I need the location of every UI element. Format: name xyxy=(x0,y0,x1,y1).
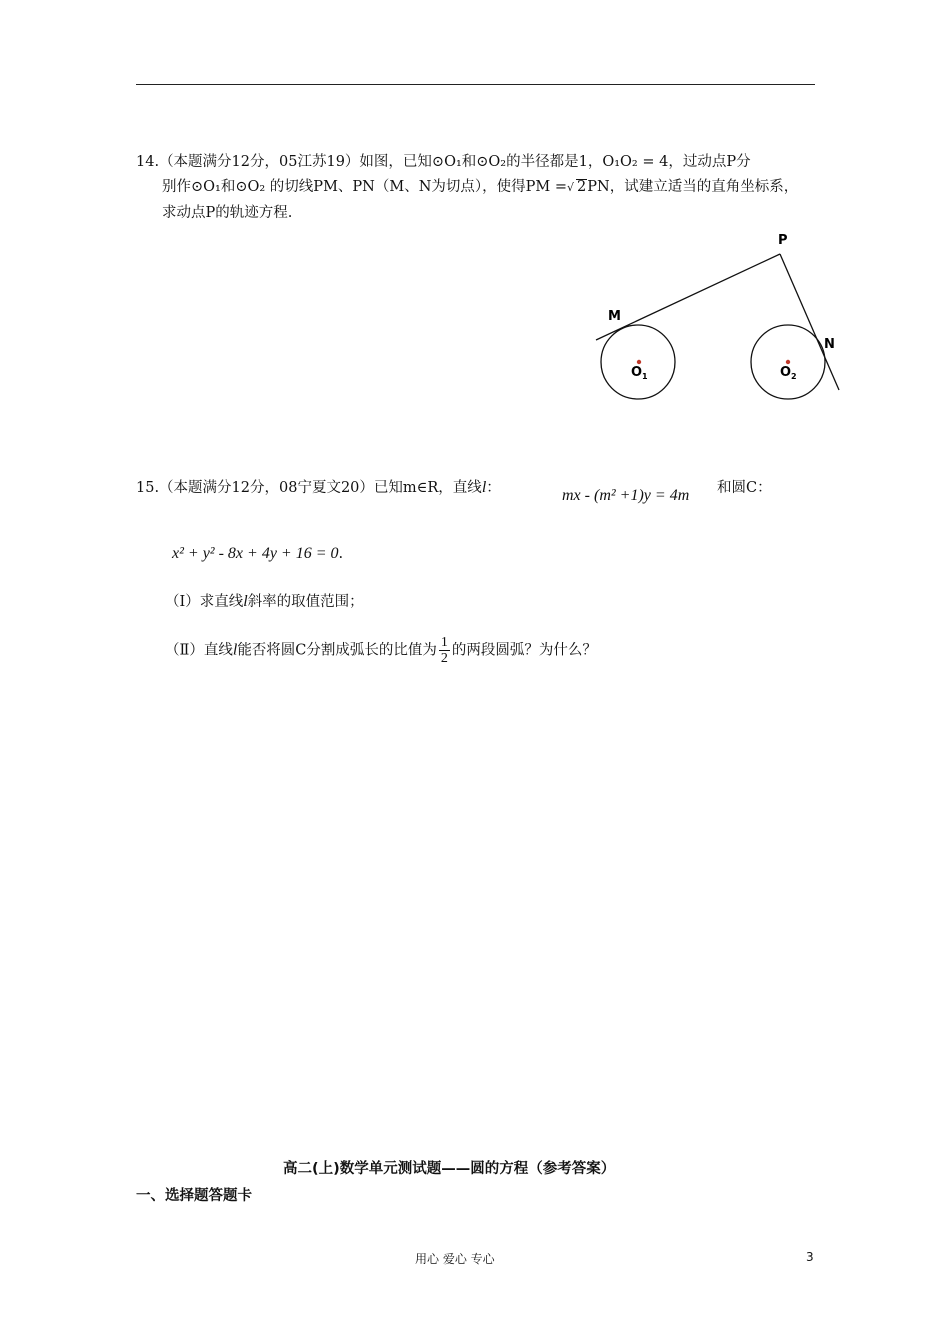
part2-text-b: 能否将圆C分割成弧长的比值为 xyxy=(237,642,437,659)
problem14-text2a: 别作⊙O₁和⊙O₂ 的切线PM、PN（M、N为切点），使得PM = xyxy=(162,179,568,195)
label-m: M xyxy=(608,309,621,324)
fraction-one-half: $\frac{1}{2}$ xyxy=(440,635,448,666)
center-point-o1 xyxy=(637,360,641,364)
footer-motto: 用心 爱心 专心 xyxy=(415,1252,495,1266)
part2: （Ⅱ）直线l能否将圆C分割成弧长的比值为 $\frac{1}{2}$ 的两段圆弧？为什么？ xyxy=(165,635,597,666)
problem14-number: 14. xyxy=(136,154,160,170)
label-p: P xyxy=(778,233,788,248)
problem14-line1 xyxy=(136,152,751,172)
sqrt-value: 2 xyxy=(577,179,587,195)
problem14-line3: 求动点P的轨迹方程. xyxy=(162,205,293,221)
answers-title: 高二(上)数学单元测试题——圆的方程（参考答案） xyxy=(283,1161,616,1177)
label-o2: O xyxy=(780,365,792,380)
colon: ： xyxy=(486,480,501,496)
label-o2-sub: 2 xyxy=(791,372,797,381)
problem14-text2b: PN，试建立适当的直角坐标系， xyxy=(587,179,799,195)
part1-text-b: 斜率的取值范围； xyxy=(247,594,364,610)
page-number: 3 xyxy=(806,1250,814,1264)
tangent-line-pm xyxy=(596,254,780,340)
label-o1-sub: 1 xyxy=(642,372,648,381)
center-point-o2 xyxy=(786,360,790,364)
problem15-text1: 15.（本题满分12分，08宁夏文20）已知m∈R，直线 xyxy=(136,480,482,496)
problem14-line2: 别作⊙O₁和⊙O₂ 的切线PM、PN（M、N为切点），使得PM =√ 2PN，试建立适当的直角坐标系， xyxy=(162,179,799,195)
part1-text-a: （Ⅰ）求直线 xyxy=(165,594,244,610)
equation-circle-text: x² + y² - 8x + 4y + 16 = 0 xyxy=(172,545,339,562)
and-circle-text: 和圆C： xyxy=(717,480,772,496)
problem15-line1 xyxy=(136,478,501,498)
problem14-text1: （本题满分12分，05江苏19）如图，已知⊙O₁和⊙O₂的半径都是1，O₁O₂ = 4，过动点P分 xyxy=(159,154,751,170)
label-o1: O xyxy=(631,365,643,380)
header-rule xyxy=(136,84,815,85)
label-n: N xyxy=(824,337,835,352)
line-var-l: l xyxy=(481,479,487,496)
part2-text-a: （Ⅱ）直线 xyxy=(165,642,233,659)
part2-text-c: 的两段圆弧？为什么？ xyxy=(451,642,597,659)
answers-section-1: 一、选择题答题卡 xyxy=(136,1188,252,1204)
tangent-figure xyxy=(590,228,850,418)
equation-line-l: mx - (m² +1)y = 4m xyxy=(562,487,690,504)
part1: （Ⅰ）求直线l斜率的取值范围； xyxy=(165,593,364,610)
equation-circle-c: x² + y² - 8x + 4y + 16 = 0. xyxy=(172,545,344,562)
